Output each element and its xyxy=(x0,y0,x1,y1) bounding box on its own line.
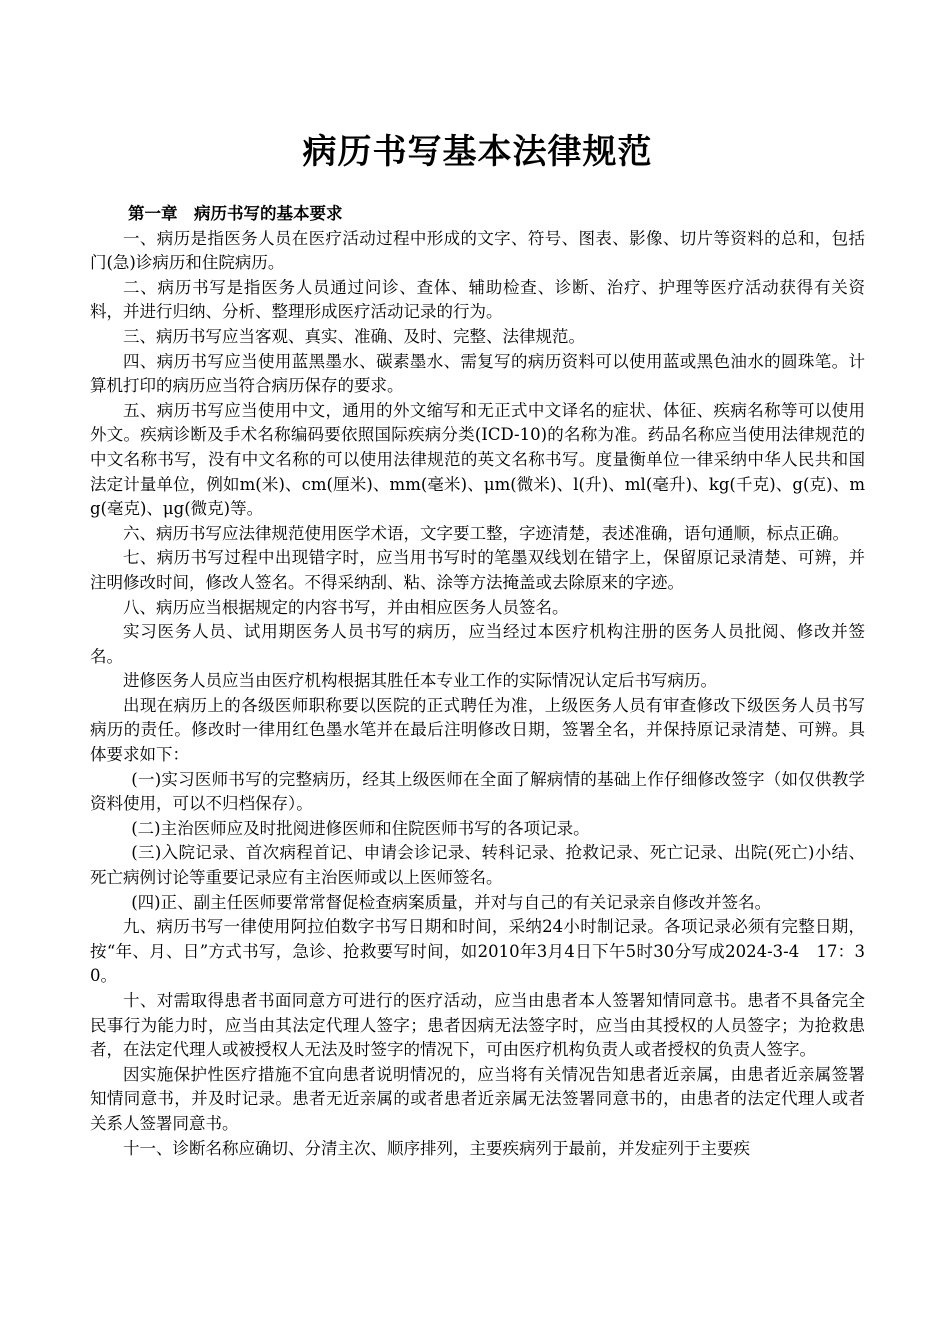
paragraph-trainee: 进修医务人员应当由医疗机构根据其胜任本专业工作的实际情况认定后书写病历。 xyxy=(123,671,717,691)
paragraph-3: 三、病历书写应当客观、真实、准确、及时、完整、法律规范。 xyxy=(123,326,585,346)
document-title: 病历书写基本法律规范 xyxy=(302,132,653,172)
chapter-heading: 第一章 病历书写的基本要求 xyxy=(128,204,343,223)
paragraph-protective: 因实施保护性医疗措施不宜向患者说明情况的，应当将有关情况告知患者近亲属，由患者近亲属签署知情同意书，并及时记录。患者无近亲属的或者患者近亲属无法签署同意书的，由患者的法定代理人或者关系人签署同意书。 xyxy=(90,1064,865,1133)
sub-paragraph-1: (一)实习医师书写的完整病历，经其上级医师在全面了解病情的基础上作仔细修改签字（如仅供教学资料使用，可以不归档保存）。 xyxy=(90,769,865,814)
paragraph-6: 六、病历书写应法律规范使用医学术语，文字要工整，字迹清楚，表述准确，语句通顺，标点正确。 xyxy=(123,523,849,543)
sub-paragraph-2: (二)主治医师应及时批阅进修医师和住院医师书写的各项记录。 xyxy=(131,818,590,838)
sub-paragraph-4: (四)正、副主任医师要常常督促检查病案质量，并对与自己的有关记录亲自修改并签名。 xyxy=(131,892,772,912)
paragraph-2: 二、病历书写是指医务人员通过问诊、查体、辅助检查、诊断、治疗、护理等医疗活动获得有关资料，并进行归纳、分析、整理形成医疗活动记录的行为。 xyxy=(90,277,865,322)
paragraph-8: 八、病历应当根据规定的内容书写，并由相应医务人员签名。 xyxy=(123,597,569,617)
paragraph-9: 九、病历书写一律使用阿拉伯数字书写日期和时间，采纳24小时制记录。各项记录必须有完整日期，按“年、月、日”方式书写，急诊、抢救要写时间，如2010年3月4日下午5时30分写成2024-3-4 17：30。 xyxy=(90,917,865,986)
paragraph-7: 七、病历书写过程中出现错字时，应当用书写时的笔墨双线划在错字上，保留原记录清楚、可辨，并注明修改时间，修改人签名。不得采纳刮、粘、涂等方法掩盖或去除原来的字迹。 xyxy=(90,548,865,592)
paragraph-4: 四、病历书写应当使用蓝黑墨水、碳素墨水、需复写的病历资料可以使用蓝或黑色油水的圆珠笔。计算机打印的病历应当符合病历保存的要求。 xyxy=(90,351,865,396)
document-page xyxy=(90,118,865,1161)
sub-paragraph-3: (三)入院记录、首次病程首记、申请会诊记录、转科记录、抢救记录、死亡记录、出院(死亡)小结、死亡病例讨论等重要记录应有主治医师或以上医师签名。 xyxy=(90,843,865,888)
paragraph-5: 五、病历书写应当使用中文，通用的外文缩写和无正式中文译名的症状、体征、疾病名称等可以使用外文。疾病诊断及手术名称编码要依照国际疾病分类(ICD-10)的名称为准。药品名称应当使用法律规范的中文名称书写，没有中文名称的可以使用法律规范的英文名称书写。度量衡单位一律采纳中华人民共和国法定计量单位，例如m(米)、cm(厘米)、mm(毫米)、μm(微米)、l(升)、ml(毫升)、kg(千克)、g(克)、mg(毫克)、μg(微克)等。 xyxy=(90,400,865,519)
paragraph-titles: 出现在病历上的各级医师职称要以医院的正式聘任为准，上级医务人员有审查修改下级医务人员书写病历的责任。修改时一律用红色墨水笔并在最后注明修改日期，签署全名，并保持原记录清楚、可辨。具体要求如下： xyxy=(90,695,865,765)
paragraph-1: 一、病历是指医务人员在医疗活动过程中形成的文字、符号、图表、影像、切片等资料的总和，包括门(急)诊病历和住院病历。 xyxy=(90,228,865,273)
paragraph-11: 十一、诊断名称应确切、分清主次、顺序排列，主要疾病列于最前，并发症列于主要疾 xyxy=(123,1138,750,1158)
paragraph-intern: 实习医务人员、试用期医务人员书写的病历，应当经过本医疗机构注册的医务人员批阅、修改并签名。 xyxy=(90,622,865,666)
paragraph-10: 十、对需取得患者书面同意方可进行的医疗活动，应当由患者本人签署知情同意书。患者不具备完全民事行为能力时，应当由其法定代理人签字；患者因病无法签字时，应当由其授权的人员签字；为抢救患者，在法定代理人或被授权人无法及时签字的情况下，可由医疗机构负责人或者授权的负责人签字。 xyxy=(90,991,865,1060)
